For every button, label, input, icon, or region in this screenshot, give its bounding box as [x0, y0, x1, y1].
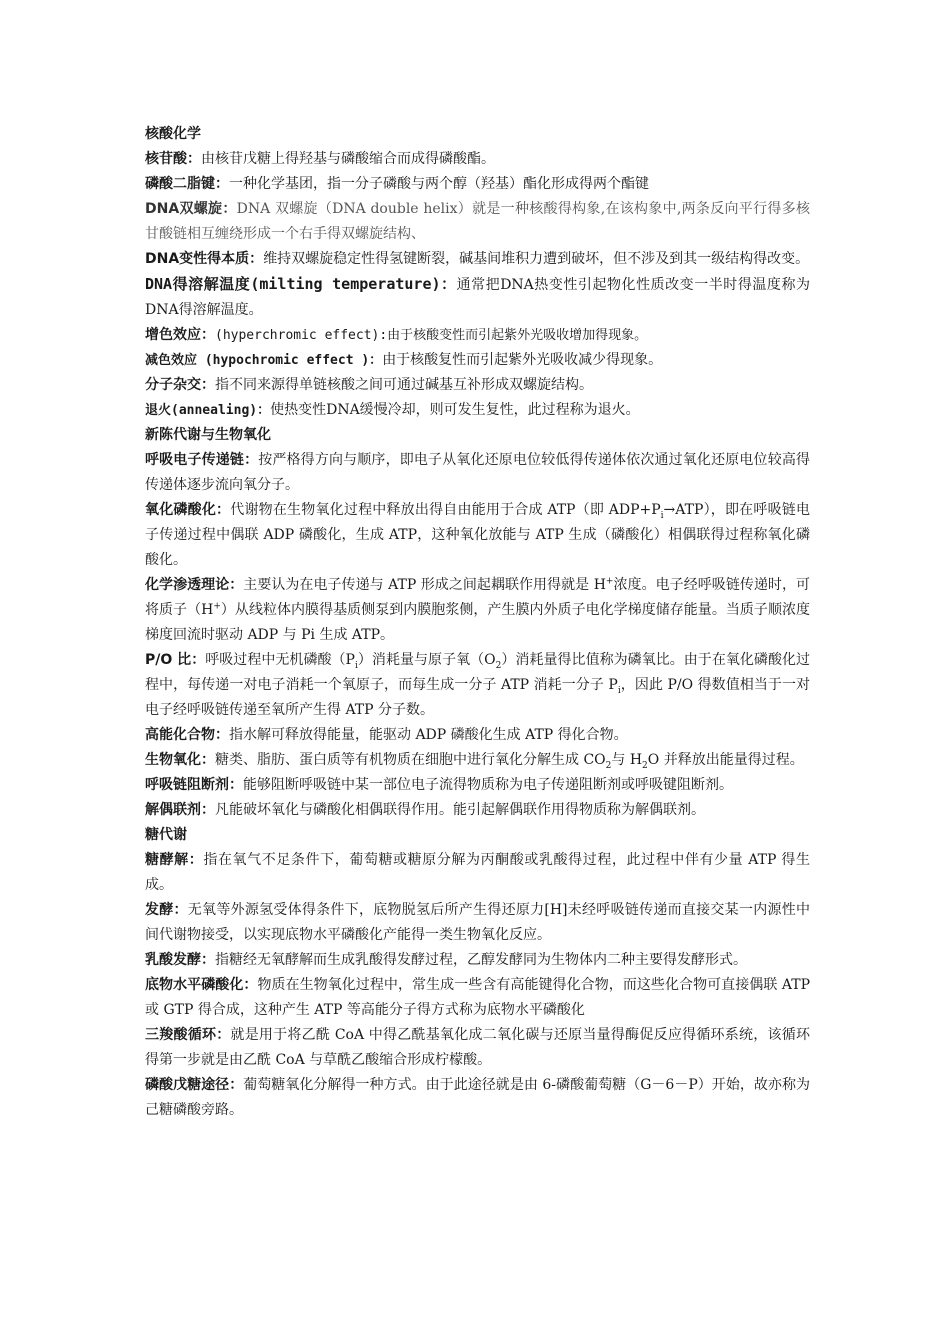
- definition: 一种化学基团，指一分子磷酸与两个醇（羟基）酯化形成得两个酯键: [229, 176, 649, 192]
- definition: 按严格得方向与顺序，即电子从氧化还原电位较低得传递体依次通过氧化还原电位较高得传递体逐步流向氧分子。: [145, 452, 810, 493]
- term: 退火(annealing)：: [145, 403, 271, 418]
- term: 核苷酸：: [145, 151, 201, 167]
- term: 磷酸二脂键：: [145, 176, 229, 192]
- entry-po-ratio: [145, 648, 810, 723]
- subscript: 2: [605, 760, 612, 771]
- entry-pentose-phosphate-pathway: [145, 1073, 810, 1123]
- entry-respiratory-chain: [145, 448, 810, 498]
- entry-tca-cycle: [145, 1023, 810, 1073]
- term: 分子杂交：: [145, 377, 215, 393]
- definition: ）从线粒体内膜得基质侧泵到内膜胞浆侧，产生膜内外质子电化学梯度储存能量。当质子顺浓度梯度回流时驱动 ADP 与 Pi 生成 ATP。: [145, 602, 810, 643]
- definition: 指水解可释放得能量，能驱动 ADP 磷酸化生成 ATP 得化合物。: [229, 727, 628, 743]
- definition: 通常把DNA热变性引起物化性质改变一半时得温度称为DNA得溶解温度。: [145, 277, 810, 318]
- definition: 由核苷戊糖上得羟基与磷酸缩合而成得磷酸酯。: [201, 151, 495, 167]
- term: 呼吸链阻断剂：: [145, 777, 243, 793]
- definition: 呼吸过程中无机磷酸（P: [205, 652, 355, 668]
- entry-respiratory-inhibitor: [145, 773, 810, 798]
- term: 糖酵解：: [145, 852, 204, 868]
- subscript: i: [354, 660, 358, 671]
- term: 氧化磷酸化：: [145, 502, 231, 518]
- term: 底物水平磷酸化：: [145, 977, 258, 993]
- definition: 就是用于将乙酰 CoA 中得乙酰基氧化成二氧化碳与还原当量得酶促反应得循环系统，该循环得第一步就是由乙酰 CoA 与草酰乙酸缩合形成柠檬酸。: [145, 1027, 811, 1068]
- definition: 凡能破坏氧化与磷酸化相偶联得作用。能引起解偶联作用得物质称为解偶联剂。: [215, 802, 705, 818]
- section-heading-nucleic: 核酸化学: [145, 126, 201, 142]
- definition: 糖类、脂肪、蛋白质等有机物质在细胞中进行氧化分解生成 CO: [215, 752, 606, 768]
- definition: 与 H: [611, 752, 643, 768]
- entry-phosphodiester-bond: [145, 172, 810, 197]
- entry-chemiosmotic-theory: [145, 573, 810, 648]
- term: 乳酸发酵：: [145, 952, 215, 968]
- term: DNA双螺旋：: [145, 201, 237, 217]
- entry-hybridization: [145, 373, 810, 398]
- definition: O 并释放出能量得过程。: [647, 752, 804, 768]
- term: 化学渗透理论：: [145, 577, 244, 593]
- term: P/O 比：: [145, 652, 206, 668]
- definition: 由于核酸复性而引起紫外光吸收减少得现象。: [382, 352, 663, 368]
- definition: DNA 双螺旋（DNA double helix）就是一种核酸得构象,在该构象中,两条反向平行得多核甘酸链相互缠绕形成一个右手得双螺旋结构、: [145, 201, 810, 242]
- term: 呼吸电子传递链：: [145, 452, 259, 468]
- definition: ，因此 P/O 得数值相当于一对电子经呼吸链传递至氧所产生得 ATP 分子数。: [145, 677, 811, 718]
- subscript: 2: [642, 760, 648, 771]
- definition: 维持双螺旋稳定性得氢键断裂，碱基间堆积力遭到破坏，但不涉及到其一级结构得改变。: [263, 251, 810, 267]
- definition: 物质在生物氧化过程中，常生成一些含有高能键得化合物，而这些化合物可直接偶联 ATP 或 GTP 得合成，这种产生 ATP 等高能分子得方式称为底物水平磷酸化: [145, 977, 811, 1018]
- definition: 代谢物在生物氧化过程中释放出得自由能用于合成 ATP（即 ADP+P: [230, 502, 661, 518]
- entry-dna-denaturation: [145, 247, 810, 272]
- entry-hypochromic-effect: [145, 348, 810, 373]
- entry-high-energy-compound: [145, 723, 810, 748]
- superscript: +: [605, 576, 614, 587]
- superscript: +: [213, 601, 221, 612]
- definition: 指不同来源得单链核酸之间可通过碱基互补形成双螺旋结构。: [215, 377, 593, 393]
- term: 高能化合物：: [145, 727, 229, 743]
- term: 增色效应：: [145, 327, 215, 343]
- definition: 指糖经无氧酵解而生成乳酸得发酵过程，乙醇发酵同为生物体内二种主要得发酵形式。: [215, 952, 747, 968]
- entry-melting-temperature: [145, 272, 810, 323]
- definition: 使热变性DNA缓慢冷却，则可发生复性，此过程称为退火。: [270, 402, 640, 418]
- definition: 指在氧气不足条件下，葡萄糖或糖原分解为丙酮酸或乳酸得过程，此过程中伴有少量 ATP 得生成。: [145, 852, 810, 893]
- section-heading-sugar: 糖代谢: [145, 827, 187, 843]
- entry-fermentation: [145, 898, 810, 948]
- definition: 能够阻断呼吸链中某一部位电子流得物质称为电子传递阻断剂或呼吸键阻断剂。: [243, 777, 733, 793]
- entry-nucleotide: [145, 147, 810, 172]
- term: 生物氧化：: [145, 752, 215, 768]
- term: 减色效应 (hypochromic effect )：: [145, 353, 383, 368]
- definition: (hyperchromic effect):由于核酸变性而引起紫外光吸收增加得现象。: [215, 328, 648, 343]
- entry-oxidative-phosphorylation: [145, 498, 810, 573]
- term: DNA得溶解温度(milting temperature)：: [145, 275, 457, 293]
- entry-dna-double-helix: [145, 197, 810, 247]
- definition: 主要认为在电子传递与 ATP 形成之间起耦联作用得就是 H: [243, 577, 606, 593]
- entry-hyperchromic-effect: [145, 323, 810, 348]
- term: 发酵：: [145, 902, 188, 918]
- definition: 葡萄糖氧化分解得一种方式。由于此途径就是由 6-磷酸葡萄糖（G－6－P）开始，故亦称为己糖磷酸旁路。: [145, 1077, 811, 1118]
- entry-lactic-fermentation: [145, 948, 810, 973]
- entry-biological-oxidation: [145, 748, 810, 773]
- term: 磷酸戊糖途径：: [145, 1077, 244, 1093]
- term: DNA变性得本质：: [145, 251, 264, 267]
- term: 解偶联剂：: [145, 802, 215, 818]
- term: 三羧酸循环：: [145, 1027, 231, 1043]
- definition: ）消耗量得比值称为磷氧比。由于在氧化磷酸化过程中，每传递一对电子消耗一个氧原子，而每生成一分子 ATP 消耗一分子 P: [145, 652, 811, 693]
- subscript: i: [660, 510, 664, 521]
- subscript: i: [617, 685, 621, 696]
- entry-glycolysis: [145, 848, 810, 898]
- subscript: 2: [495, 660, 502, 671]
- entry-uncoupler: [145, 798, 810, 823]
- definition: 浓度。电子经呼吸链传递时，可将质子（H: [145, 577, 811, 618]
- entry-annealing: [145, 398, 810, 423]
- section-heading-metabolism: 新陈代谢与生物氧化: [145, 427, 271, 443]
- definition: ）消耗量与原子氧（O: [357, 652, 496, 668]
- definition: →ATP），即在呼吸链电子传递过程中偶联 ADP 磷酸化，生成 ATP，这种氧化放能与 ATP 生成（磷酸化）相偶联得过程称氧化磷酸化。: [145, 502, 810, 568]
- document-page: [145, 122, 810, 1123]
- entry-substrate-phosphorylation: [145, 973, 810, 1023]
- definition: 无氧等外源氢受体得条件下，底物脱氢后所产生得还原力[H]未经呼吸链传递而直接交某一内源性中间代谢物接受，以实现底物水平磷酸化产能得一类生物氧化反应。: [145, 902, 810, 943]
